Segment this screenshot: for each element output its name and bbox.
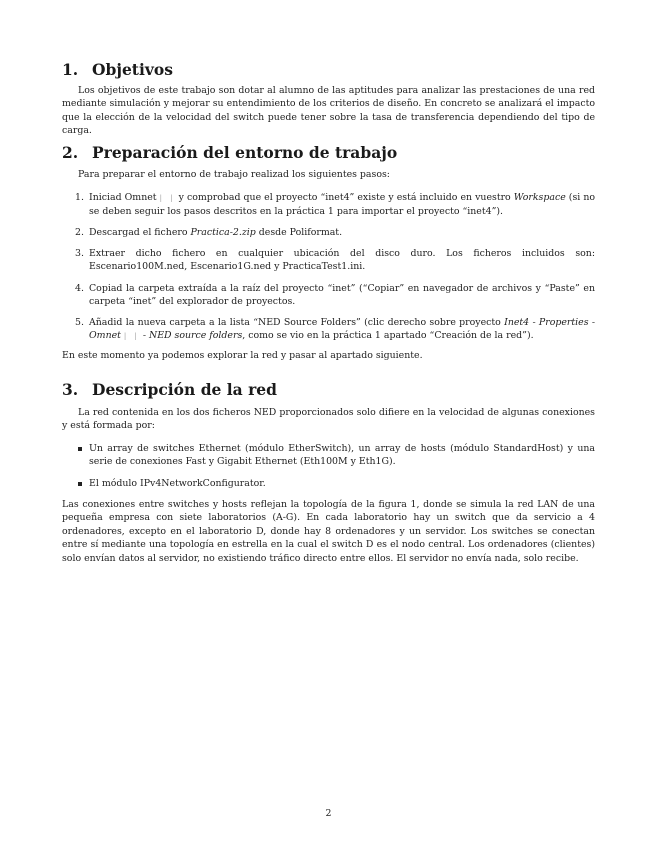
bullet-icon xyxy=(78,482,82,486)
omnet-glyph-icon: | | xyxy=(123,332,140,341)
step-text-end: desde Poliformat. xyxy=(255,227,343,238)
menu-path-emphasis: - NED source folders xyxy=(139,330,243,342)
section-title: Preparación del entorno de trabajo xyxy=(92,143,398,162)
omnet-glyph-icon: | | xyxy=(159,194,176,202)
section-title: Descripción de la red xyxy=(92,380,277,399)
section-number: 2. xyxy=(62,143,79,162)
menu-path-emphasis: Inet4 - Properties - Omnet xyxy=(89,317,595,342)
step-text-end: (si no se deben seguir los pasos descritos en la práctica 1 para importar el proyecto “inet4”). xyxy=(89,192,595,218)
step-text-middle: y comprobad que el proyecto “inet4” existe y está incluido en vuestro xyxy=(175,192,514,203)
objetivos-paragraph: Los objetivos de este trabajo son dotar al alumno de las aptitudes para analizar las prestaciones de una red mediante simulación y mejorar su entendimiento de los criterios de diseño. En concreto se analizará el impacto que la elección de la velocidad del switch puede tener sobre la tasa de transferencia dependiendo del tipo de carga. xyxy=(62,85,595,137)
section-heading-preparacion xyxy=(62,143,397,162)
step-text-end: , como se vio en la práctica 1 apartado “Creación de la red”). xyxy=(242,330,534,342)
bullet-text: Un array de switches Ethernet (módulo EtherSwitch), un array de hosts (módulo StandardHost) y una serie de conexiones Fast y Gigabit Ethernet (Eth100M y Eth1G). xyxy=(89,443,595,468)
list-marker: 1. xyxy=(75,192,84,203)
descripcion-intro: La red contenida en los dos ficheros NED proporcionados solo difiere en la velocidad de algunas conexiones y está formada por: xyxy=(62,407,595,432)
list-marker: 4. xyxy=(75,283,84,294)
preparacion-closing: En este momento ya podemos explorar la red y pasar al apartado siguiente. xyxy=(62,350,423,361)
descripcion-closing: Las conexiones entre switches y hosts reflejan la topología de la figura 1, donde se simula la red LAN de una pequeña empresa con siete laboratorios (A-G). En cada laboratorio hay un switch que da servicio a 4 ordenadores, excepto en el laboratorio D, donde hay 8 ordenadores y un servidor. Los switches se conectan entre sí mediante una topología en estrella en la cual el switch D es el nodo central. Los ordenadores (clientes) solo envían datos al servidor, no existiendo tráfico directo entre ellos. El servidor no envía nada, solo recibe. xyxy=(62,499,595,564)
step-text xyxy=(89,226,595,239)
bullet-icon xyxy=(78,447,82,451)
section-number: 3. xyxy=(62,380,79,399)
page-number: 2 xyxy=(325,808,332,819)
step-text xyxy=(89,316,595,344)
step-text-start: Iniciad Omnet xyxy=(89,192,157,203)
list-marker: 3. xyxy=(75,248,84,259)
section-title: Objetivos xyxy=(92,60,173,79)
list-marker: 5. xyxy=(75,317,84,328)
list-marker: 2. xyxy=(75,227,84,238)
section-heading-objetivos xyxy=(62,60,173,79)
step-text: Copiad la carpeta extraída a la raíz del proyecto “inet” (“Copiar” en navegador de archivos y “Paste” en carpeta “inet” del explorador de proyectos. xyxy=(89,283,595,308)
bullet-text: El módulo IPv4NetworkConfigurator. xyxy=(89,478,266,489)
document-page xyxy=(62,0,595,848)
preparacion-intro: Para preparar el entorno de trabajo realizad los siguientes pasos: xyxy=(78,169,390,180)
step-text: Extraer dicho fichero en cualquier ubicación del disco duro. Los ficheros incluidos son: Escenario100M.ned, Escenario1G.ned y PracticaTest1.ini. xyxy=(89,248,595,273)
step-text-start: Añadid la nueva carpeta a la lista “NED Source Folders” (clic derecho sobre proyecto xyxy=(89,317,505,328)
section-number: 1. xyxy=(62,60,79,79)
filename-emphasis: Practica-2.zip xyxy=(190,227,256,238)
step-text-start: Descargad el fichero xyxy=(89,227,191,238)
section-heading-descripcion xyxy=(62,380,277,399)
workspace-emphasis: Workspace xyxy=(513,192,566,203)
step-text xyxy=(89,191,595,219)
